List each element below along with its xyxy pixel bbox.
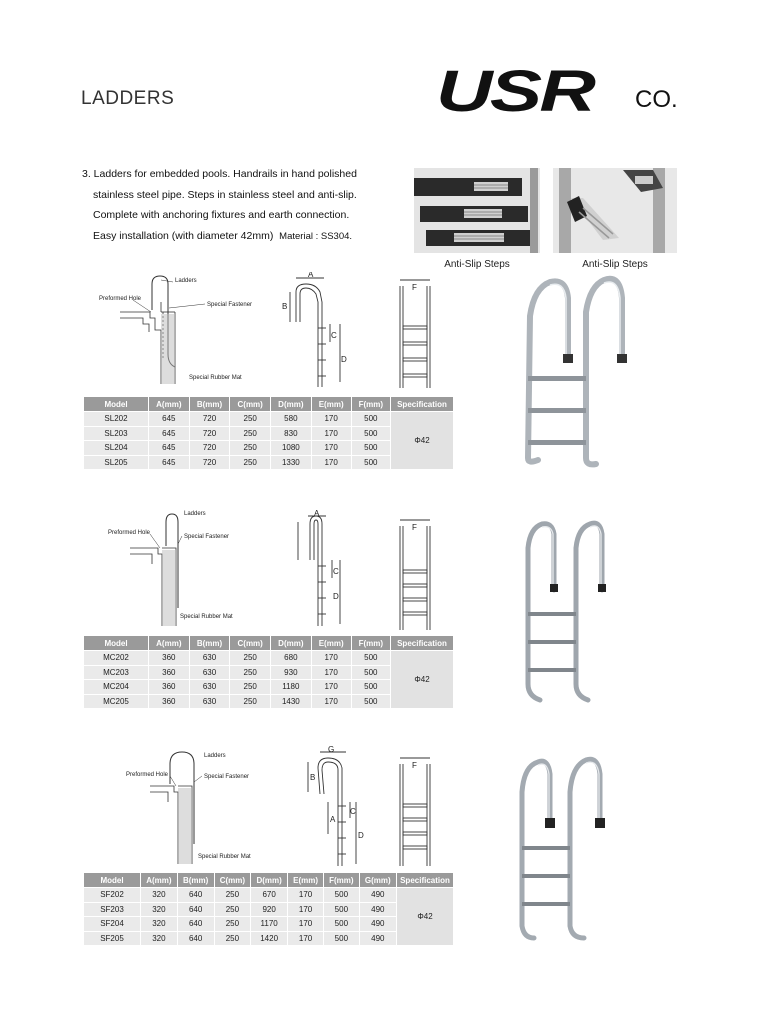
- cell: 490: [359, 902, 396, 917]
- col-header: A(mm): [141, 873, 178, 888]
- steps-photo-2-image: [553, 168, 677, 253]
- dim-a: A: [308, 272, 314, 279]
- label-preformed-hole: Preformed Hole: [108, 530, 151, 536]
- cell: 170: [288, 917, 324, 932]
- cell: 500: [351, 651, 390, 666]
- cell: 640: [177, 902, 214, 917]
- cell: 250: [230, 680, 271, 695]
- cell: MC204: [84, 680, 149, 695]
- intro-line-1: 3. Ladders for embedded pools. Handrails in hand polished: [82, 168, 357, 180]
- mc-installation-diagram: [100, 508, 280, 626]
- dim-a: A: [330, 815, 336, 824]
- cell: 640: [177, 931, 214, 945]
- label-special-fastener: Special Fastener: [184, 534, 230, 540]
- cell: 630: [189, 680, 230, 695]
- spec-cell: Φ42: [391, 412, 454, 470]
- cell: 1180: [271, 680, 312, 695]
- sl-front-drawing: [394, 278, 438, 390]
- cell: 630: [189, 651, 230, 666]
- col-header: Model: [84, 636, 149, 651]
- sf-installation-diagram: [120, 748, 280, 864]
- steps-photo-1-image: [414, 168, 540, 253]
- cell: 490: [359, 888, 396, 903]
- cell: 500: [351, 665, 390, 680]
- cell: SL204: [84, 441, 149, 456]
- cell: 720: [189, 441, 230, 456]
- label-ladders: Ladders: [175, 278, 197, 284]
- anti-slip-steps-photo-1: [414, 168, 540, 253]
- intro-line-2: stainless steel pipe. Steps in stainless steel and anti-slip.: [93, 188, 357, 201]
- cell: 170: [311, 441, 351, 456]
- cell: 645: [149, 441, 190, 456]
- cell: 1170: [251, 917, 288, 932]
- cell: 320: [141, 902, 178, 917]
- mc-spec-table: [84, 636, 454, 708]
- sf-ladder-photo: [512, 752, 612, 944]
- cell: 580: [271, 412, 312, 427]
- label-ladders: Ladders: [184, 511, 206, 517]
- dim-c: C: [350, 807, 356, 816]
- col-header: C(mm): [214, 873, 251, 888]
- cell: 630: [189, 665, 230, 680]
- cell: 170: [311, 426, 351, 441]
- cell: 1080: [271, 441, 312, 456]
- cell: SL202: [84, 412, 149, 427]
- col-header: Model: [84, 397, 149, 412]
- col-header: E(mm): [288, 873, 324, 888]
- col-header: G(mm): [359, 873, 396, 888]
- cell: SF205: [84, 931, 141, 945]
- sf-table-header-row: [84, 873, 454, 888]
- cell: SL203: [84, 426, 149, 441]
- col-header: A(mm): [149, 397, 190, 412]
- dim-b: B: [282, 302, 288, 311]
- cell: 1330: [271, 455, 312, 469]
- cell: 500: [351, 412, 390, 427]
- dim-c: C: [333, 567, 339, 576]
- col-header: Specification: [397, 873, 454, 888]
- cell: 720: [189, 426, 230, 441]
- cell: 645: [149, 455, 190, 469]
- cell: 1430: [271, 694, 312, 708]
- dim-a: A: [314, 509, 320, 518]
- mc-front-drawing: [394, 516, 438, 632]
- sf-spec-table: [84, 873, 454, 945]
- mc-table-header-row: [84, 636, 454, 651]
- dim-d: D: [341, 355, 347, 364]
- cell: 640: [177, 917, 214, 932]
- dim-d: D: [358, 831, 364, 840]
- sf-front-drawing: [394, 756, 438, 868]
- cell: 250: [230, 412, 271, 427]
- cell: 490: [359, 931, 396, 945]
- intro-line-3: Complete with anchoring fixtures and earth connection.: [93, 209, 350, 221]
- col-header: Specification: [391, 397, 454, 412]
- cell: 320: [141, 917, 178, 932]
- sl-table-header-row: [84, 397, 454, 412]
- sl-installation-diagram: [95, 272, 275, 384]
- col-header: B(mm): [177, 873, 214, 888]
- cell: 250: [230, 441, 271, 456]
- dim-f: F: [412, 761, 417, 770]
- cell: 170: [311, 412, 351, 427]
- cell: 170: [311, 665, 351, 680]
- photo-caption-left: Anti-Slip Steps: [444, 259, 510, 270]
- col-header: F(mm): [351, 397, 390, 412]
- anti-slip-steps-photo-2: [553, 168, 677, 253]
- col-header: D(mm): [251, 873, 288, 888]
- cell: 830: [271, 426, 312, 441]
- cell: 170: [288, 902, 324, 917]
- dim-b: B: [310, 773, 316, 782]
- cell: 645: [149, 426, 190, 441]
- cell: MC202: [84, 651, 149, 666]
- table-row: [84, 651, 454, 666]
- cell: 720: [189, 412, 230, 427]
- col-header: E(mm): [311, 397, 351, 412]
- cell: 500: [351, 694, 390, 708]
- col-header: D(mm): [271, 636, 312, 651]
- cell: 320: [141, 931, 178, 945]
- label-special-rubber-mat: Special Rubber Mat: [180, 614, 233, 620]
- cell: 170: [311, 455, 351, 469]
- cell: 320: [141, 888, 178, 903]
- cell: 490: [359, 917, 396, 932]
- dim-g: G: [328, 746, 335, 754]
- spec-cell: Φ42: [397, 888, 454, 946]
- label-ladders: Ladders: [204, 753, 226, 759]
- cell: 250: [230, 665, 271, 680]
- cell: 250: [230, 651, 271, 666]
- col-header: D(mm): [271, 397, 312, 412]
- sl-side-dimension-drawing: [280, 272, 360, 392]
- cell: SF204: [84, 917, 141, 932]
- cell: 500: [324, 917, 360, 932]
- mc-ladder-photo: [516, 514, 616, 704]
- cell: MC205: [84, 694, 149, 708]
- dim-d: D: [333, 592, 339, 601]
- label-preformed-hole: Preformed Hole: [126, 772, 169, 778]
- cell: SF202: [84, 888, 141, 903]
- cell: 170: [311, 680, 351, 695]
- cell: 250: [214, 888, 251, 903]
- cell: 360: [149, 665, 190, 680]
- table-row: [84, 412, 454, 427]
- cell: 500: [324, 931, 360, 945]
- col-header: A(mm): [149, 636, 190, 651]
- cell: 1420: [251, 931, 288, 945]
- label-special-rubber-mat: Special Rubber Mat: [189, 375, 242, 381]
- label-special-rubber-mat: Special Rubber Mat: [198, 854, 251, 860]
- cell: 170: [288, 931, 324, 945]
- company-logo: [436, 59, 686, 124]
- cell: 360: [149, 651, 190, 666]
- page-title: LADDERS: [81, 88, 175, 109]
- photo-caption-right: Anti-Slip Steps: [582, 259, 648, 270]
- spec-cell: Φ42: [391, 651, 454, 709]
- label-special-fastener: Special Fastener: [207, 302, 253, 308]
- sl-ladder-photo: [510, 268, 635, 476]
- cell: 500: [324, 888, 360, 903]
- cell: 930: [271, 665, 312, 680]
- cell: 500: [351, 441, 390, 456]
- mc-side-dimension-drawing: [288, 506, 358, 632]
- cell: 250: [230, 426, 271, 441]
- col-header: C(mm): [230, 397, 271, 412]
- cell: MC203: [84, 665, 149, 680]
- cell: 250: [214, 931, 251, 945]
- cell: 250: [214, 917, 251, 932]
- cell: SF203: [84, 902, 141, 917]
- col-header: C(mm): [230, 636, 271, 651]
- table-row: [84, 888, 454, 903]
- col-header: F(mm): [351, 636, 390, 651]
- cell: 680: [271, 651, 312, 666]
- cell: 640: [177, 888, 214, 903]
- cell: 360: [149, 694, 190, 708]
- col-header: Model: [84, 873, 141, 888]
- dim-f: F: [412, 283, 417, 292]
- cell: SL205: [84, 455, 149, 469]
- dim-c: C: [331, 331, 337, 340]
- cell: 720: [189, 455, 230, 469]
- logo-suffix: CO.: [635, 86, 678, 113]
- cell: 500: [324, 902, 360, 917]
- cell: 170: [311, 694, 351, 708]
- sf-side-dimension-drawing: [298, 746, 368, 870]
- col-header: B(mm): [189, 636, 230, 651]
- cell: 170: [311, 651, 351, 666]
- col-header: Specification: [391, 636, 454, 651]
- dim-f: F: [412, 523, 417, 532]
- col-header: B(mm): [189, 397, 230, 412]
- cell: 630: [189, 694, 230, 708]
- label-special-fastener: Special Fastener: [204, 774, 250, 780]
- material-note: Material : SS304.: [279, 230, 353, 242]
- intro-line-4-wrap: [82, 226, 402, 248]
- intro-text: [82, 164, 402, 247]
- label-preformed-hole: Preformed Hole: [99, 296, 142, 302]
- cell: 500: [351, 680, 390, 695]
- cell: 250: [214, 902, 251, 917]
- cell: 170: [288, 888, 324, 903]
- logo-wordmark: USR: [436, 59, 594, 124]
- cell: 670: [251, 888, 288, 903]
- cell: 250: [230, 694, 271, 708]
- cell: 645: [149, 412, 190, 427]
- intro-line-4: Easy installation (with diameter 42mm): [93, 229, 274, 242]
- cell: 500: [351, 426, 390, 441]
- col-header: F(mm): [324, 873, 360, 888]
- sl-spec-table: [84, 397, 454, 469]
- cell: 500: [351, 455, 390, 469]
- col-header: E(mm): [311, 636, 351, 651]
- cell: 360: [149, 680, 190, 695]
- cell: 920: [251, 902, 288, 917]
- cell: 250: [230, 455, 271, 469]
